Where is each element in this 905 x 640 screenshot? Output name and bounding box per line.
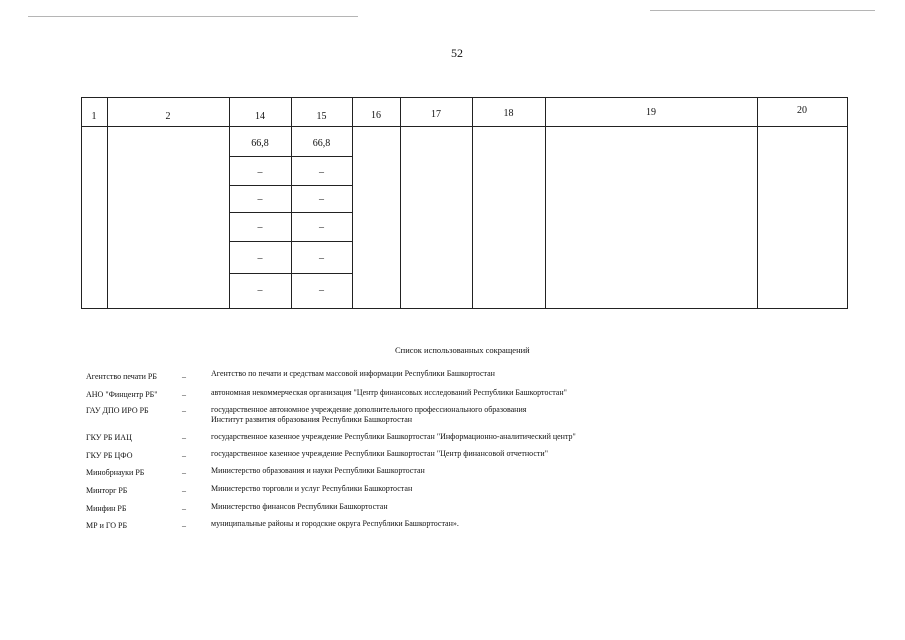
table-border-left	[81, 97, 82, 309]
row-sep	[229, 273, 353, 274]
abbreviation-desc: автономная некоммерческая организация "Центр финансовых исследований Республики Башкортостан"	[211, 388, 567, 397]
abbreviation-term: Агентство печати РБ	[86, 372, 157, 381]
table-border-right	[847, 97, 848, 309]
abbreviation-desc: государственное казенное учреждение Республики Башкортостан "Центр финансовой отчетности"	[211, 449, 548, 458]
scan-line-top-left	[28, 16, 358, 17]
header-separator	[81, 126, 848, 127]
cell-col14: 66,8	[251, 138, 269, 149]
abbreviation-desc: государственное казенное учреждение Республики Башкортостан "Информационно-аналитический центр"	[211, 432, 576, 441]
row-sep	[229, 156, 353, 157]
row-sep	[229, 185, 353, 186]
abbreviation-dash: –	[182, 451, 186, 460]
header-col-17: 17	[431, 109, 441, 120]
data-table	[81, 97, 848, 309]
header-col-15: 15	[316, 111, 327, 122]
abbreviation-term: ГКУ РБ ЦФО	[86, 451, 133, 460]
scan-line-top-right	[650, 10, 875, 11]
cell-col15: –	[319, 194, 324, 205]
cell-col15: 66,8	[312, 138, 331, 149]
abbreviation-term: ГКУ РБ ИАЦ	[86, 433, 132, 442]
header-col-20: 20	[797, 105, 807, 116]
cell-col14: –	[257, 222, 263, 233]
abbreviation-dash: –	[182, 504, 186, 513]
abbreviation-term: ГАУ ДПО ИРО РБ	[86, 406, 149, 415]
abbreviation-dash: –	[182, 390, 186, 399]
abbreviation-term: Минобрнауки РБ	[86, 468, 145, 477]
abbreviation-dash: –	[182, 486, 186, 495]
row-sep	[229, 212, 353, 213]
abbreviation-term: АНО "Финцентр РБ"	[86, 390, 158, 399]
abbreviation-desc: государственное автономное учреждение дополнительного профессионального образования	[211, 405, 527, 414]
cell-col15: –	[319, 285, 324, 296]
header-col-19: 19	[646, 107, 656, 118]
cell-col14: –	[257, 285, 263, 296]
abbreviation-desc: Министерство финансов Республики Башкортостан	[211, 502, 388, 511]
header-col-1: 1	[91, 111, 97, 122]
cell-col15: –	[319, 167, 324, 178]
abbreviation-desc: Министерство торговли и услуг Республики Башкортостан	[211, 484, 413, 493]
abbreviation-term: Минторг РБ	[86, 486, 128, 495]
header-col-18: 18	[503, 108, 514, 119]
cell-col15: –	[319, 222, 324, 233]
col-sep	[352, 97, 353, 309]
cell-col14: –	[257, 253, 263, 264]
table-border-top	[81, 97, 848, 98]
abbreviation-dash: –	[182, 406, 186, 415]
cell-col14: –	[257, 167, 263, 178]
abbreviation-desc-continued: Институт развития образования Республики Башкортостан	[211, 415, 413, 424]
header-col-14: 14	[255, 111, 265, 122]
col-sep	[472, 97, 473, 309]
col-sep	[757, 97, 758, 309]
cell-col15: –	[319, 253, 324, 264]
col-sep	[400, 97, 401, 309]
page-number: 52	[451, 46, 463, 60]
cell-col14: –	[257, 194, 263, 205]
abbreviation-dash: –	[182, 372, 186, 381]
abbreviation-desc: муниципальные районы и городские округа Республики Башкортостан».	[211, 519, 459, 528]
abbreviation-term: Минфин РБ	[86, 504, 127, 513]
abbreviation-term: МР и ГО РБ	[86, 521, 128, 530]
abbreviation-desc: Агентство по печати и средствам массовой информации Республики Башкортостан	[211, 369, 495, 378]
col-sep	[107, 97, 108, 309]
abbreviation-dash: –	[182, 521, 186, 530]
abbreviation-desc: Министерство образования и науки Республики Башкортостан	[211, 466, 425, 475]
header-col-16: 16	[371, 110, 381, 121]
table-border-bottom	[81, 308, 848, 309]
header-col-2: 2	[165, 111, 171, 122]
col-sep	[545, 97, 546, 309]
abbreviation-dash: –	[182, 468, 186, 477]
row-sep	[229, 241, 353, 242]
abbreviation-dash: –	[182, 433, 186, 442]
abbreviations-title: Список использованных сокращений	[395, 345, 530, 355]
